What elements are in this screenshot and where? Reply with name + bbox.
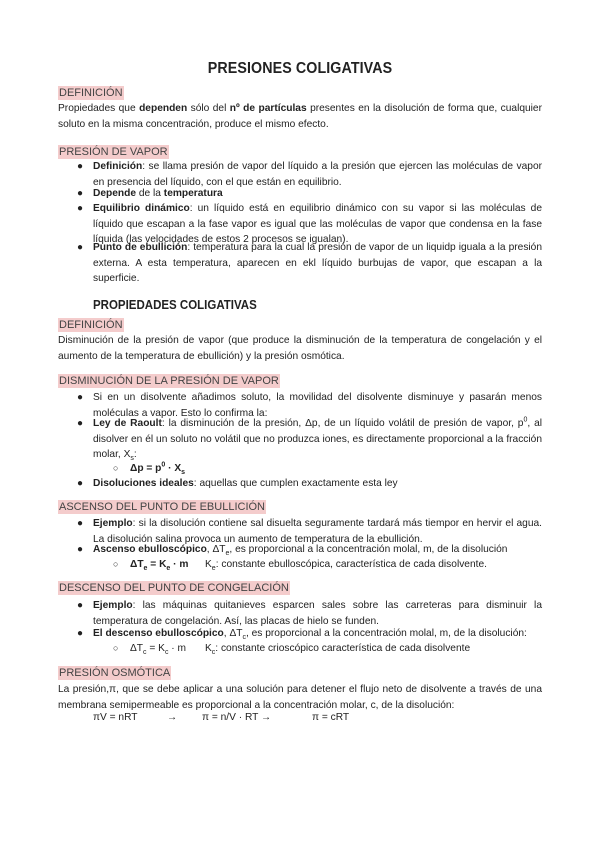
bullet-icon: ● xyxy=(77,188,84,199)
formula-crioscopica: $\Delta T_c = K_c \cdot m$ xyxy=(130,643,186,657)
definicion-2-paragraph: Disminución de la presión de vapor (que produce la disminución de la temperatura de congelación y el aumento de la temperatura de ebullición) y la presión osmótica. xyxy=(58,335,542,362)
page-title: PRESIONES COLIGATIVAS xyxy=(207,60,393,77)
heading-ascenso: ASCENSO DEL PUNTO DE EBULLICIÓN xyxy=(59,501,265,513)
list-item: Disoluciones ideales: aquellas que cumplen exactamente esta ley xyxy=(93,478,398,489)
list-item: Definición: se llama presión de vapor del líquido a la presión que ejercen las moléculas de vapor en presencia del líquido, con el que están en equilibrio. xyxy=(93,161,542,188)
section-subtitle: PROPIEDADES COLIGATIVAS xyxy=(93,298,257,312)
list-item: Punto de ebullición: temperatura para la cual la presión de vapor de un liquidp iguala a la presión externa. A esta temperatura, aparecen en ekl líquido burbujas de vapor, que escapan a la superficie. xyxy=(93,242,543,284)
bullet-icon: ● xyxy=(77,628,84,639)
formula-raoult: $\Delta p = p^0 \cdot X_s$ xyxy=(130,461,186,477)
list-item: Ejemplo: las máquinas quitanieves esparcen sales sobre las carreteras para disminuir la temperatura de congelación. Así, las placas de hielo se funden. xyxy=(93,600,542,627)
bullet-icon: ● xyxy=(77,544,84,555)
list-item: Ascenso ebulloscópico, $\Delta T_e$, es proporcional a la concentración molal, m, de la disolución xyxy=(93,544,508,558)
equation-pi-crt: π = cRT xyxy=(312,712,350,723)
heading-descenso: DESCENSO DEL PUNTO DE CONGELACIÓN xyxy=(59,582,289,594)
bullet-icon: ● xyxy=(77,392,84,403)
circle-bullet-icon: ○ xyxy=(113,643,119,653)
heading-definicion: DEFINICIÓN xyxy=(59,87,123,99)
definicion-paragraph: Propiedades que dependen sólo del nº de partículas presentes en la disolución de forma que, cualquier soluto en la misma concentración, produce el mismo efecto. xyxy=(58,103,542,130)
formula-crioscopica-desc: $K_c$: constante crioscópico característica de cada disolvente xyxy=(205,643,471,657)
presion-osmotica-paragraph: La presión,π, que se debe aplicar a una solución para detener el flujo neto de disolvente a través de una membrana semipermeable es proporcional a la concentración molar, c, de la disolución: xyxy=(58,684,542,711)
formula-ebulloscopica: $\Delta T_e = K_e \cdot m$ xyxy=(130,559,189,573)
bullet-icon: ● xyxy=(77,418,84,429)
circle-bullet-icon: ○ xyxy=(113,463,119,473)
equation-pv-nrt: πV = nRT xyxy=(93,712,138,723)
equation-pi-nv-rt: π = n/V · RT → xyxy=(202,712,272,723)
circle-bullet-icon: ○ xyxy=(113,559,119,569)
heading-presion-vapor: PRESIÓN DE VAPOR xyxy=(59,146,168,158)
arrow-icon: → xyxy=(167,712,178,723)
bullet-icon: ● xyxy=(77,600,84,611)
heading-presion-osmotica: PRESIÓN OSMÓTICA xyxy=(59,667,171,679)
bullet-icon: ● xyxy=(77,161,84,172)
heading-disminucion: DISMINUCIÓN DE LA PRESIÓN DE VAPOR xyxy=(59,375,279,387)
formula-ebulloscopica-desc: $K_e$: constante ebulloscópica, característica de cada disolvente. xyxy=(205,559,487,573)
list-item: El descenso ebulloscópico, $\Delta T_c$, es proporcional a la concentración molal, m, de la disolución: xyxy=(93,628,527,642)
list-item: Ejemplo: si la disolución contiene sal disuelta seguramente tardará más tiempor en hervir el agua. La disolución salina provoca un aumento de temperatura de la ebullición. xyxy=(93,518,542,545)
list-item: Equilibrio dinámico: un líquido está en equilibrio dinámico con su vapor si las moléculas de líquido que escapan a la fase vapor es igual que las moléculas de vapor que condensa en la fase líquida (las velocidades de estos 2 procesos se igualan). xyxy=(93,203,542,245)
bullet-icon: ● xyxy=(77,478,84,489)
bullet-icon: ● xyxy=(77,518,84,529)
heading-definicion-2: DEFINICIÓN xyxy=(59,319,123,331)
list-item: Depende de la temperatura xyxy=(93,188,223,199)
list-item: Si en un disolvente añadimos soluto, la movilidad del disolvente disminuye y pasarán menos moléculas a vapor. Esto lo confirma la: xyxy=(93,392,542,419)
bullet-icon: ● xyxy=(77,203,84,214)
list-item: Ley de Raoult: la disminución de la presión, Δp, de un líquido volátil de presión de vapor, $p^0$, al disolver en él un soluto no volátil que no produzca iones, es directamente proporcional a la fracción molar, $X_s$: xyxy=(93,416,543,463)
bullet-icon: ● xyxy=(77,242,84,253)
